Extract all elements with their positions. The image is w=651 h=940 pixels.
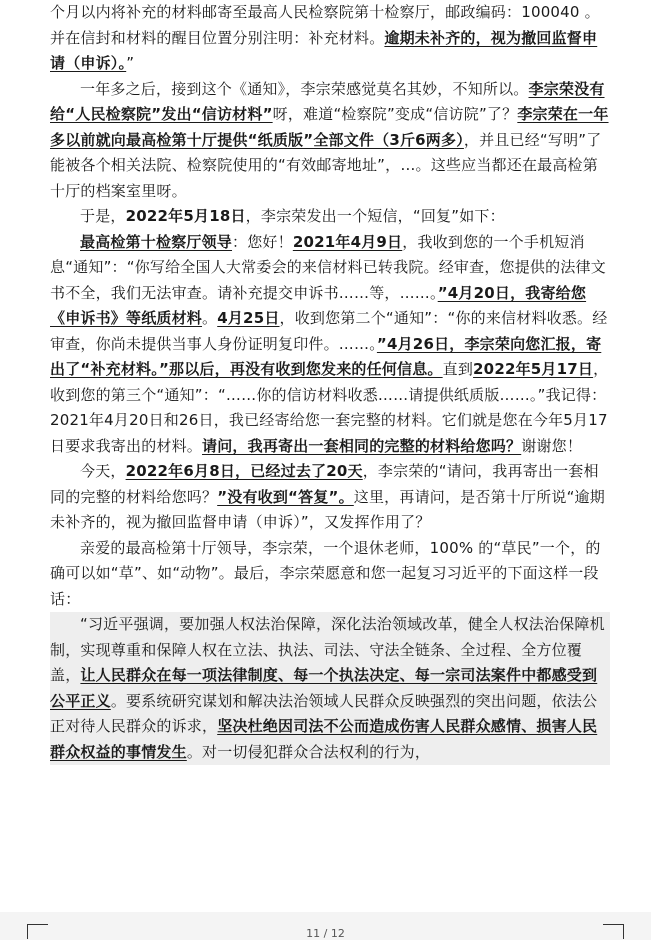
text-run: 个月以内将补充的材料邮寄至最高人民检察院第十检察厅，邮政编码：100040 。并在信封和材料的醒目位置分别注明：补充材料。 (50, 3, 600, 47)
text-run: 一年多之后，接到这个《通知》，李宗荣感觉莫名其妙，不知所以。 (80, 79, 529, 98)
document-body (50, 0, 610, 765)
paragraph (50, 77, 610, 205)
emphasized-text: ”4月20日，我寄给您《申诉书》等纸质材料 (50, 283, 587, 327)
text-run: 谢谢您！ (521, 436, 583, 455)
emphasized-text: 2021年4月9日 (292, 232, 403, 251)
text-run: ，李宗荣的“请问，我再寄出一套相同的完整的材料给您吗？ (50, 462, 599, 506)
emphasized-text: 请问，我再寄出一套相同的完整的材料给您吗？ (202, 436, 522, 455)
emphasized-text: 2022年6月8日，已经过去了20天 (125, 462, 363, 480)
emphasized-text: 坚决杜绝因司法不公而造成伤害人民群众感情、损害人民群众权益的事情发生 (50, 717, 598, 761)
paragraph (50, 0, 610, 77)
text-run: 。 (202, 309, 218, 327)
bold-text: 2022年5月18日 (125, 207, 246, 225)
text-run: 今天， (80, 462, 126, 480)
emphasized-text: 最高检第十检察厅领导 (80, 232, 233, 251)
emphasized-text: 4月25日 (217, 309, 280, 327)
text-run: ” (126, 54, 135, 72)
text-run: ，收到您第二个“通知”：“你的来信材料收悉。经审查，你尚未提供当事人身份证明复印件。……。 (50, 309, 608, 353)
text-run: ，我收到您的一个手机短消息“通知”：“你写给全国人大常委会的来信材料已转我院。经审查，您提供的法律文书不全，我们无法审查。请补充提交申诉书……等，……。 (50, 232, 606, 302)
emphasized-text: ”4月26日，李宗荣向您汇报，寄出了“补充材料。 (50, 334, 602, 378)
paragraph (50, 230, 610, 460)
emphasized-text: ”没有收到“答复”。 (217, 487, 354, 506)
text-run: 于是， (80, 207, 126, 225)
paragraph (50, 459, 610, 536)
text-run: ，并且已经“写明”了能被各个相关法院、检察院使用的“有效邮寄地址”，…。这些应当都还在最高检第十厅的档案室里呀。 (50, 130, 602, 200)
paragraph (50, 204, 610, 230)
emphasized-text: 李宗荣没有给“人民检察院”发出“信访材料” (50, 79, 605, 123)
emphasized-text: 李宗荣在一年多以前就向最高检第十厅提供“纸质版”全部文件（3斤6两多） (50, 105, 609, 149)
text-run: 。对一切侵犯群众合法权利的行为， (186, 742, 431, 761)
emphasized-text: 逾期未补齐的，视为撤回监督申请（申诉）。 (50, 28, 598, 72)
emphasized-text: 让人民群众在每一项法律制度、每一个执法决定、每一宗司法案件中都感受到公平正义 (50, 666, 598, 710)
emphasized-text: ”那以后，再没有收到您发来的任何信息。 (158, 360, 443, 378)
text-run: 亲爱的最高检第十厅领导，李宗荣，一个退休老师，100% 的“草民”一个，的确可以如“草”、如“动物”。最后，李宗荣愿意和您一起复习习近平的下面这样一段话： (50, 538, 601, 608)
text-run: 这里，再请问，是否第十厅所说“逾期未补齐的，视为撤回监督申请（申诉）”，又发挥作用了？ (50, 487, 605, 531)
quote-paragraph (50, 612, 610, 765)
text-run: 。要系统研究谋划和解决法治领域人民群众反映强烈的突出问题，依法公正对待人民群众的诉求， (50, 691, 598, 735)
text-run: 呀，难道“检察院”变成“信访院”了？ (272, 105, 518, 123)
emphasized-text: 2022年5月17日 (473, 360, 594, 378)
text-run: 直到 (442, 360, 474, 378)
text-run: “习近平强调，要加强人权法治保障，深化法治领域改革，健全人权法治保障机制，实现尊重和保障人权在立法、执法、司法、守法全链条、全过程、全方位覆盖， (50, 615, 605, 684)
page-indicator: 11 / 12 (306, 927, 345, 940)
text-run: ，李宗荣发出一个短信，“回复”如下： (245, 207, 505, 225)
paragraph (50, 536, 610, 613)
text-run: ：您好！ (232, 232, 293, 251)
text-run: ，收到您的第三个“通知”：“……你的信访材料收悉……请提供纸质版……。”我记得：2021年4月20日和26日，我已经寄给您一套完整的材料。它们就是您在今年5月17日要求我寄出的材料。 (50, 360, 609, 455)
